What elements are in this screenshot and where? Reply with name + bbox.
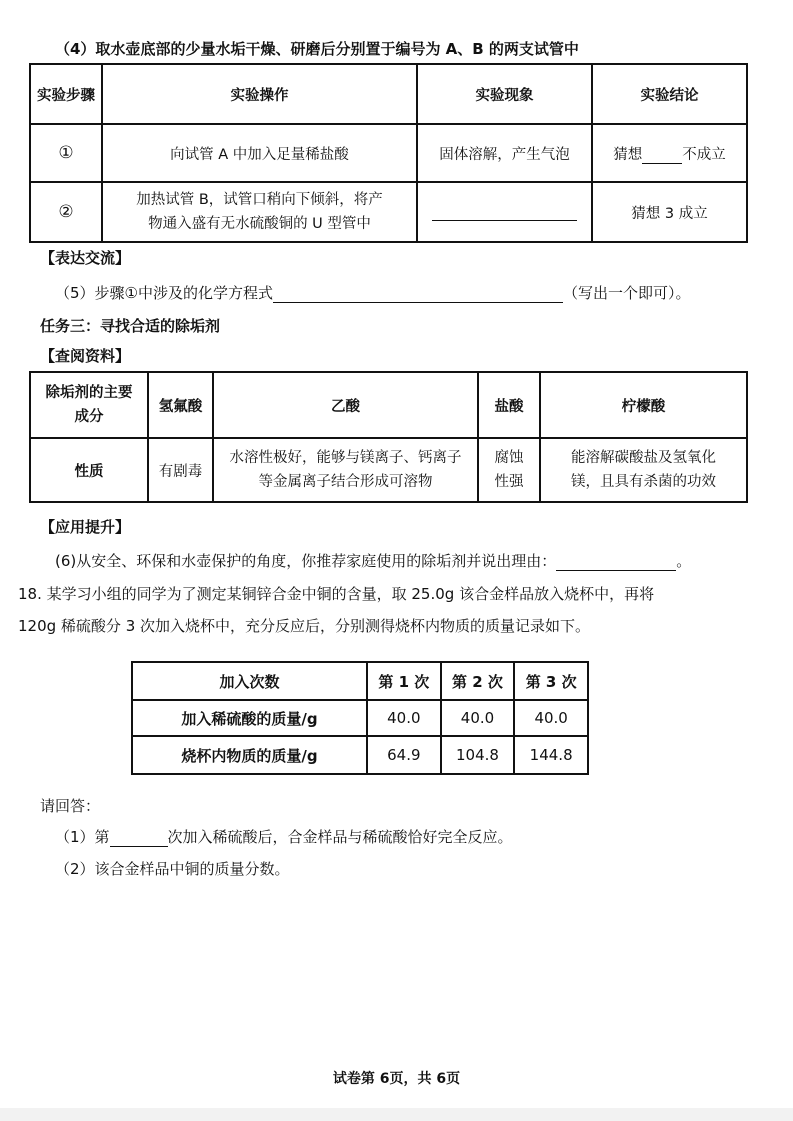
page-footer: 试卷第 6页，共 6页 (332, 1071, 461, 1087)
conclusion-cell: 猜想 3 成立 (592, 182, 747, 242)
descaler-table (29, 371, 748, 503)
phenomenon-cell (417, 182, 592, 242)
q6-line (55, 550, 691, 571)
q5-prefix: （5）步骤①中涉及的化学方程式 (55, 284, 273, 302)
step-number: ② (30, 182, 102, 242)
table-row (132, 700, 588, 736)
row-label: 加入稀硫酸的质量/g (132, 700, 367, 736)
answer-blank[interactable] (110, 830, 168, 847)
prop-citric: 能溶解碳酸盐及氢氧化镁，且具有杀菌的功效 (540, 438, 747, 502)
phenomenon-cell: 固体溶解，产生气泡 (417, 124, 592, 182)
q18-line1: 18. 某学习小组的同学为了测定某铜锌合金中铜的含量，取 25.0g 该合金样品放入烧杯中，再将 (18, 585, 655, 603)
table-cell: 144.8 (514, 736, 588, 774)
table-cell: 40.0 (367, 700, 441, 736)
q5-line (55, 282, 691, 303)
prop-acetic: 水溶性极好，能够与镁离子、钙离子等金属离子结合形成可溶物 (213, 438, 478, 502)
table-row (30, 182, 747, 242)
table1-header-op: 实验操作 (102, 64, 417, 124)
agent-hydrofluoric: 氢氟酸 (148, 372, 213, 438)
table2-header-label: 除垢剂的主要成分 (30, 372, 148, 438)
table2-prop-label: 性质 (30, 438, 148, 502)
answer-blank[interactable] (642, 147, 682, 164)
a1-suffix: 次加入稀硫酸后，合金样品与稀硫酸恰好完全反应。 (167, 828, 513, 846)
table3-header-0: 加入次数 (132, 662, 367, 700)
a1-prefix: （1）第 (55, 828, 110, 846)
table1-header-step: 实验步骤 (30, 64, 102, 124)
bottom-band (0, 1108, 793, 1121)
agent-citric: 柠檬酸 (540, 372, 747, 438)
q18-line2: 120g 稀硫酸分 3 次加入烧杯中，充分反应后，分别测得烧杯内物质的质量记录如下。 (18, 617, 591, 635)
a1-line (55, 826, 513, 847)
table-cell: 104.8 (441, 736, 515, 774)
prop-hydrochloric: 腐蚀性强 (478, 438, 540, 502)
a2-line: （2）该合金样品中铜的质量分数。 (55, 860, 290, 878)
table1-header-phen: 实验现象 (417, 64, 592, 124)
lookup-heading: 【查阅资料】 (40, 347, 131, 365)
agent-hydrochloric: 盐酸 (478, 372, 540, 438)
table3-header-2: 第 2 次 (441, 662, 515, 700)
express-heading: 【表达交流】 (40, 249, 131, 267)
conclusion-prefix: 猜想 (613, 146, 643, 163)
mass-table (131, 661, 589, 775)
conclusion-suffix: 不成立 (682, 146, 726, 163)
row-label: 烧杯内物质的质量/g (132, 736, 367, 774)
answer-blank[interactable] (556, 554, 676, 571)
table-row (30, 438, 747, 502)
step-number: ① (30, 124, 102, 182)
table3-header-1: 第 1 次 (367, 662, 441, 700)
experiment-table (29, 63, 748, 243)
prop-hydrofluoric: 有剧毒 (148, 438, 213, 502)
conclusion-cell (592, 124, 747, 182)
q4-intro: （4）取水壶底部的少量水垢干燥、研磨后分别置于编号为 A、B 的两支试管中 (55, 40, 579, 58)
operation-cell: 向试管 A 中加入足量稀盐酸 (102, 124, 417, 182)
table-cell: 40.0 (441, 700, 515, 736)
task3-heading: 任务三：寻找合适的除垢剂 (40, 317, 221, 335)
q5-suffix: （写出一个即可）。 (563, 284, 691, 302)
table-row (30, 124, 747, 182)
table-row (132, 736, 588, 774)
table3-header-3: 第 3 次 (514, 662, 588, 700)
table-cell: 40.0 (514, 700, 588, 736)
q6-suffix: 。 (676, 552, 692, 570)
answer-prompt: 请回答： (40, 797, 101, 815)
answer-blank[interactable] (273, 286, 563, 303)
table1-header-concl: 实验结论 (592, 64, 747, 124)
apply-heading: 【应用提升】 (40, 518, 131, 536)
q6-prefix: (6)从安全、环保和水壶保护的角度，你推荐家庭使用的除垢剂并说出理由： (55, 552, 557, 570)
answer-blank[interactable] (432, 204, 577, 221)
operation-cell: 加热试管 B，试管口稍向下倾斜，将产物通入盛有无水硫酸铜的 U 型管中 (102, 182, 417, 242)
table-cell: 64.9 (367, 736, 441, 774)
agent-acetic: 乙酸 (213, 372, 478, 438)
